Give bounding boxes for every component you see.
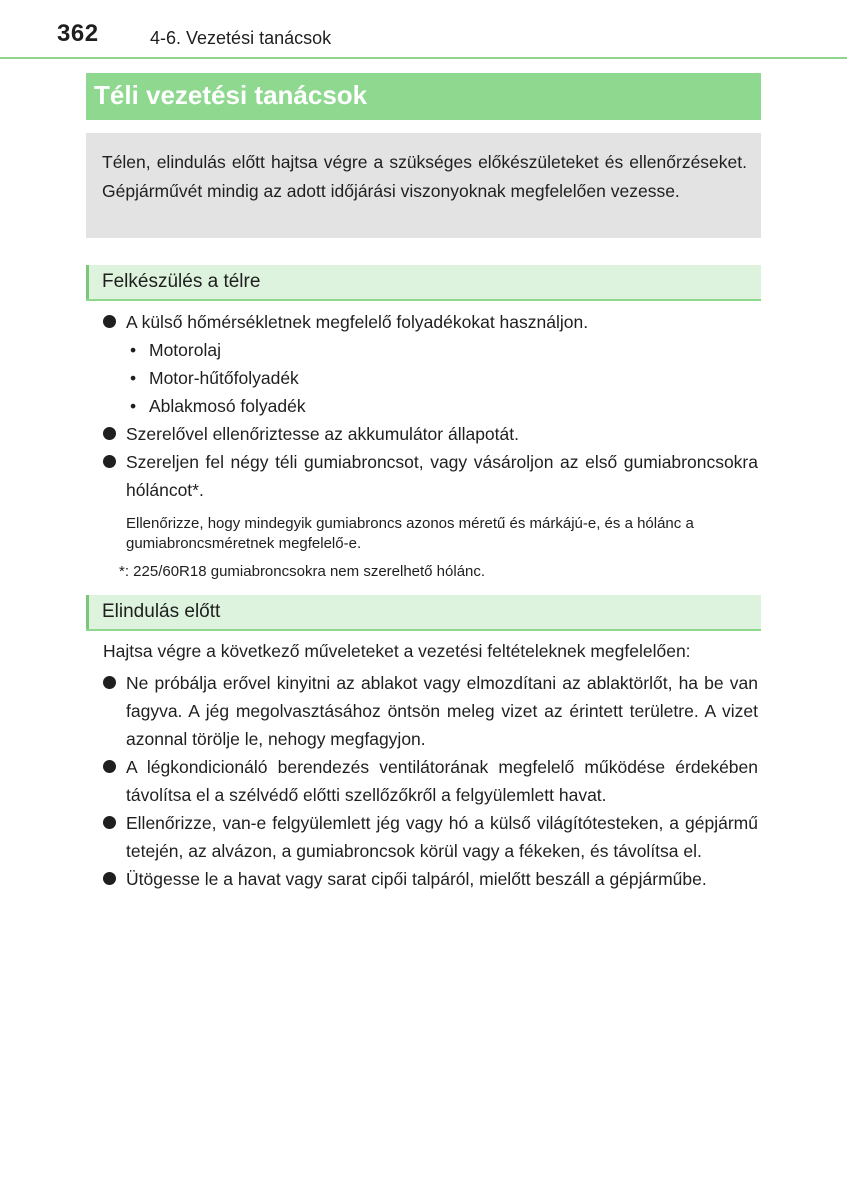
list-item-text: A külső hőmérsékletnek megfelelő folyadékokat használjon. bbox=[126, 312, 589, 332]
list-item-text: Ütögesse le a havat vagy sarat cipői talpáról, mielőtt beszáll a gépjárműbe. bbox=[126, 869, 707, 889]
section-title: Elindulás előtt bbox=[102, 601, 221, 622]
bullet-icon bbox=[103, 427, 116, 440]
footnote-text: : 225/60R18 gumiabroncsokra nem szerelhető hólánc. bbox=[124, 563, 486, 580]
section-header-before-driving bbox=[86, 595, 761, 631]
list-item bbox=[103, 420, 758, 448]
intro-text: Télen, elindulás előtt hajtsa végre a szükséges előkészületeket és ellenőrzéseket. Gépjárművét mindig az adott időjárási viszonyoknak megfelelően vezesse. bbox=[102, 152, 747, 201]
bullet-icon bbox=[103, 816, 116, 829]
bullet-icon bbox=[103, 315, 116, 328]
note-text: Ellenőrizze, hogy mindegyik gumiabroncs azonos méretű és márkájú-e, és a hólánc a gumiabroncsméretnek megfelelő-e. bbox=[126, 515, 694, 552]
page-number: 362 bbox=[57, 20, 99, 47]
list-item bbox=[103, 865, 758, 893]
asterisk-mark: *. bbox=[192, 480, 204, 500]
list-item bbox=[103, 308, 758, 336]
footnote bbox=[103, 562, 758, 582]
list-item bbox=[103, 448, 758, 504]
page-header bbox=[0, 0, 847, 60]
sub-list-item bbox=[103, 364, 758, 392]
sub-bullet-icon: • bbox=[130, 340, 137, 360]
list-item bbox=[103, 669, 758, 753]
footnote-mark: * bbox=[119, 563, 125, 580]
list-item-text: A légkondicionáló berendezés ventilátorának megfelelő működése érdekében távolítsa el a szélvédő előtti szellőzőkről a felgyülemlett havat. bbox=[126, 757, 758, 805]
sub-list-item-text: Motorolaj bbox=[149, 340, 221, 360]
list-item bbox=[103, 753, 758, 809]
list-item-text: Ellenőrizze, van-e felgyülemlett jég vagy hó a külső világítótesteken, a gépjármű tetején, az alvázon, a gumiabroncsok körül vagy a fékeken, és távolítsa el. bbox=[126, 813, 758, 861]
bullet-icon bbox=[103, 760, 116, 773]
section-header-preparation bbox=[86, 265, 761, 301]
lead-text: Hajtsa végre a következő műveleteket a vezetési feltételeknek megfelelően: bbox=[103, 641, 691, 661]
header-divider bbox=[0, 57, 847, 59]
sub-list-item bbox=[103, 336, 758, 364]
page-title: Téli vezetési tanácsok bbox=[94, 80, 368, 110]
section-content-before-driving bbox=[103, 637, 758, 893]
section-content-preparation bbox=[103, 308, 758, 582]
sub-list-item-text: Ablakmosó folyadék bbox=[149, 396, 306, 416]
list-item-text: Szereljen fel négy téli gumiabroncsot, vagy vásároljon az első gumiabroncsokra hóláncot bbox=[126, 452, 758, 500]
chapter-title: 4-6. Vezetési tanácsok bbox=[150, 28, 332, 48]
sub-list-item-text: Motor-hűtőfolyadék bbox=[149, 368, 299, 388]
bullet-icon bbox=[103, 455, 116, 468]
list-item bbox=[103, 809, 758, 865]
page-title-bar bbox=[86, 73, 761, 120]
sub-bullet-icon: • bbox=[130, 396, 137, 416]
bullet-icon bbox=[103, 676, 116, 689]
intro-box bbox=[86, 133, 761, 238]
list-item-text: Ne próbálja erővel kinyitni az ablakot vagy elmozdítani az ablaktörlőt, ha be van fagyva. A jég megolvasztásához öntsön meleg vizet az érintett területre. A vizet azonnal törölje le, nehogy megfagyjon. bbox=[126, 673, 758, 749]
sub-bullet-icon: • bbox=[130, 368, 137, 388]
section-title: Felkészülés a télre bbox=[102, 271, 261, 292]
sub-list-item bbox=[103, 392, 758, 420]
list-item-text: Szerelővel ellenőriztesse az akkumulátor állapotát. bbox=[126, 424, 519, 444]
bullet-icon bbox=[103, 872, 116, 885]
